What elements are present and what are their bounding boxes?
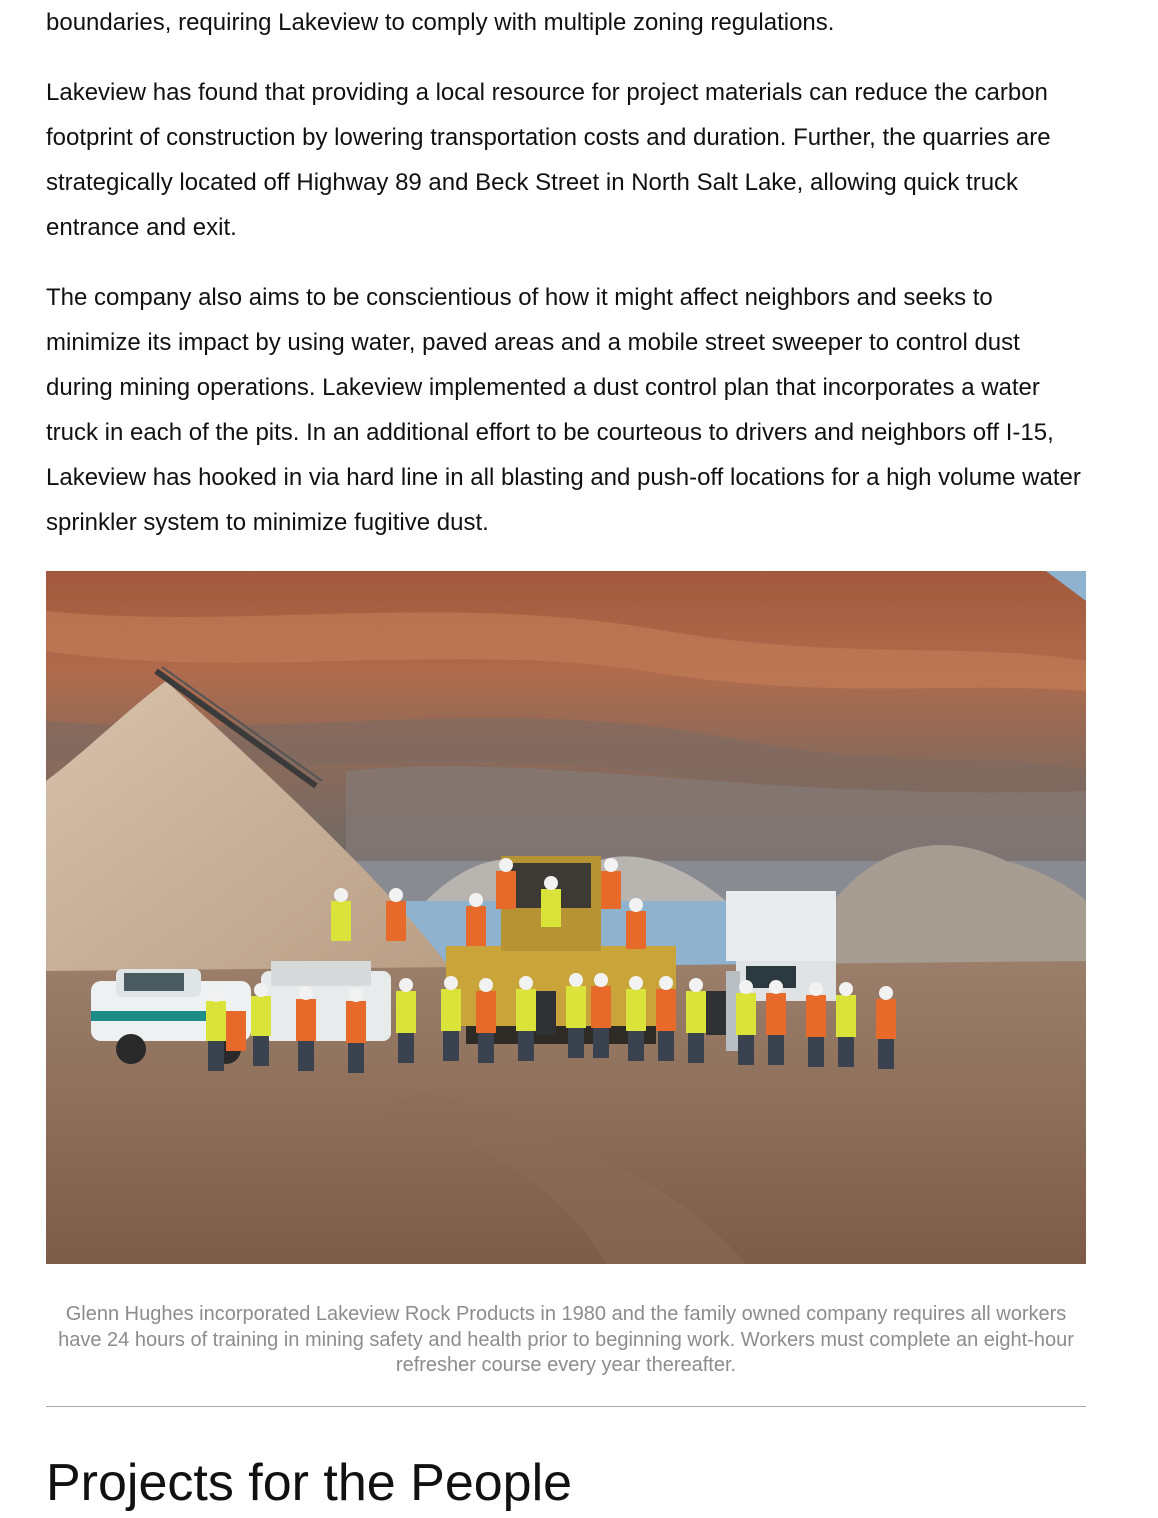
quarry-crew-photo (46, 571, 1086, 1264)
section-heading: Projects for the People (46, 1454, 573, 1512)
section-divider (46, 1406, 1086, 1407)
quarry-crew-photo-illustration (46, 571, 1086, 1264)
article-paragraph: The company also aims to be conscientious of how it might affect neighbors and seeks to minimize its impact by using water, paved areas and a mobile street sweeper to control dust during mining operations. Lakeview implemented a dust control plan that incorporates a water truck in each of the pits. In an additional effort to be courteous to drivers and neighbors off I-15, Lakeview has hooked in via hard line in all blasting and push-off locations for a high volume water sprinkler system to minimize fugitive dust. (46, 284, 1081, 536)
article-paragraph: Lakeview has found that providing a local resource for project materials can reduce the carbon footprint of construction by lowering transportation costs and duration. Further, the quarries are strategically located off Highway 89 and Beck Street in North Salt Lake, allowing quick truck entrance and exit. (46, 79, 1051, 241)
article-paragraph: boundaries, requiring Lakeview to comply with multiple zoning regulations. (46, 9, 835, 36)
photo-caption: Glenn Hughes incorporated Lakeview Rock Products in 1980 and the family owned company requires all workers have 24 hours of training in mining safety and health prior to beginning work. Workers must complete an eight-hour refresher course every year thereafter. (58, 1303, 1074, 1376)
